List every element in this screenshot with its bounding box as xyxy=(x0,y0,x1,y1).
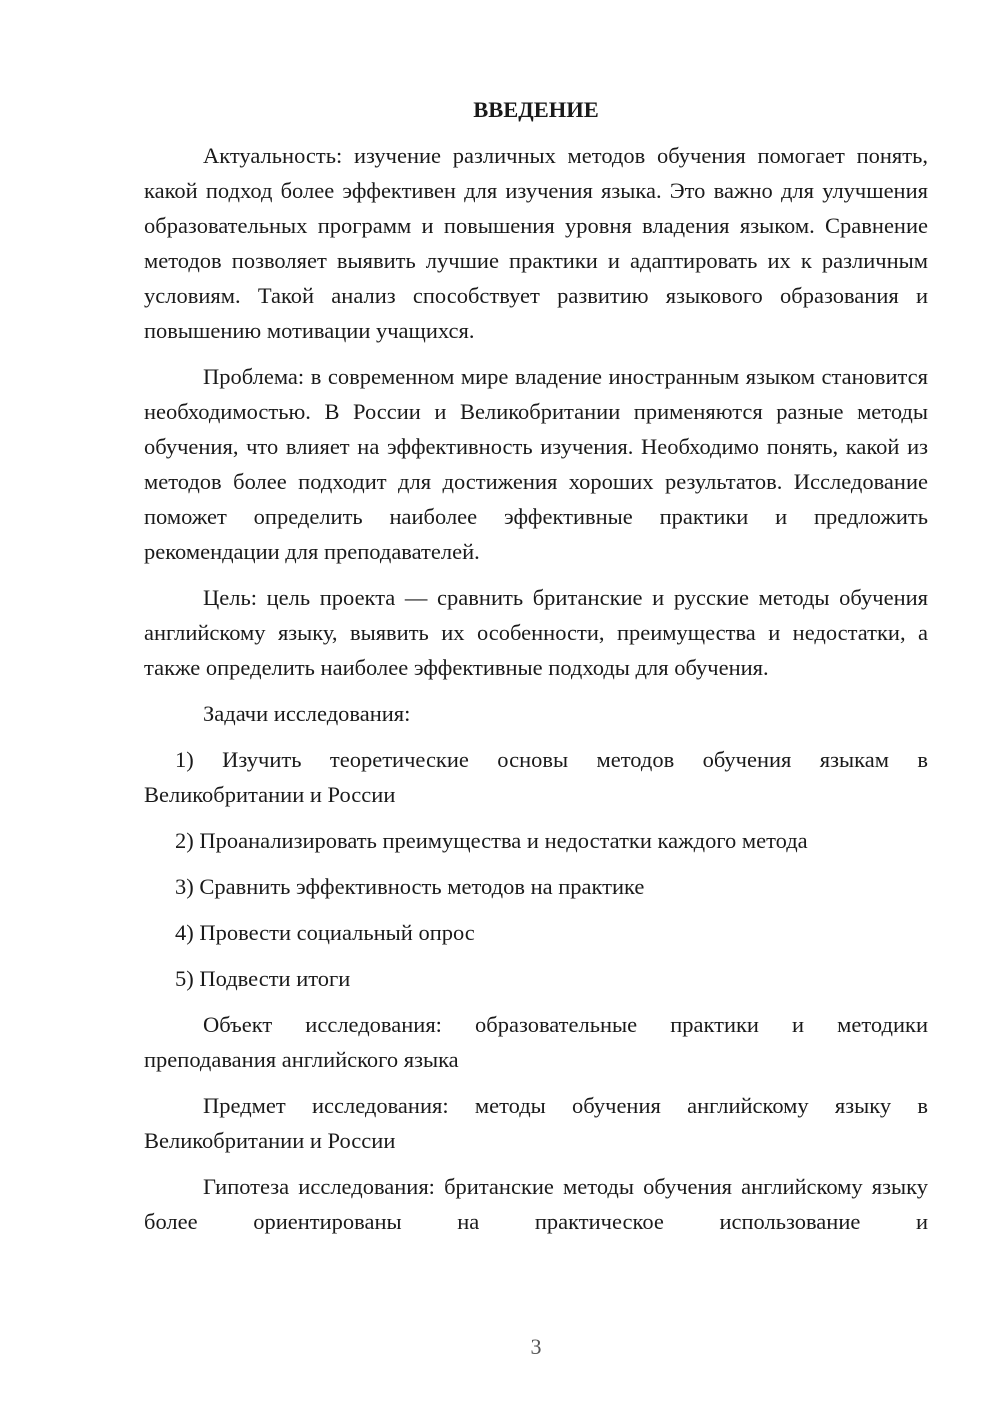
list-item: 2) Проанализировать преимущества и недостатки каждого метода xyxy=(175,828,808,853)
paragraph-tasks-title: Задачи исследования: xyxy=(203,701,411,726)
page-title: ВВЕДЕНИЕ xyxy=(473,97,599,122)
paragraph-object: Объект исследования: образовательные практики и методики преподавания английского языка xyxy=(144,1012,928,1072)
list-item: 3) Сравнить эффективность методов на практике xyxy=(175,874,645,899)
list-item: 1) Изучить теоретические основы методов обучения языкам в Великобритании и России xyxy=(144,747,928,807)
paragraph-problem: Проблема: в современном мире владение иностранным языком становится необходимостью. В России и Великобритании применяются разные методы обучения, что влияет на эффективность изучения. Необходимо понять, какой из методов более подходит для достижения хороших результатов. Исследование поможет определить наиболее эффективные практики и предложить рекомендации для преподавателей. xyxy=(144,364,928,564)
list-item: 4) Провести социальный опрос xyxy=(175,920,475,945)
page-body xyxy=(144,92,928,1250)
paragraph-goal: Цель: цель проекта — сравнить британские и русские методы обучения английскому языку, выявить их особенности, преимущества и недостатки, а также определить наиболее эффективные подходы для обучения. xyxy=(144,585,928,680)
paragraph-relevance: Актуальность: изучение различных методов обучения помогает понять, какой подход более эффективен для изучения языка. Это важно для улучшения образовательных программ и повышения уровня владения языком. Сравнение методов позволяет выявить лучшие практики и адаптировать их к различным условиям. Такой анализ способствует развитию языкового образования и повышению мотивации учащихся. xyxy=(144,143,928,343)
page-number: 3 xyxy=(530,1334,542,1359)
paragraph-hypothesis: Гипотеза исследования: британские методы обучения английскому языку более ориентированы на практическое использование и xyxy=(144,1174,928,1234)
tasks-list xyxy=(144,742,928,996)
list-item: 5) Подвести итоги xyxy=(175,966,351,991)
paragraph-subject: Предмет исследования: методы обучения английскому языку в Великобритании и России xyxy=(144,1093,928,1153)
